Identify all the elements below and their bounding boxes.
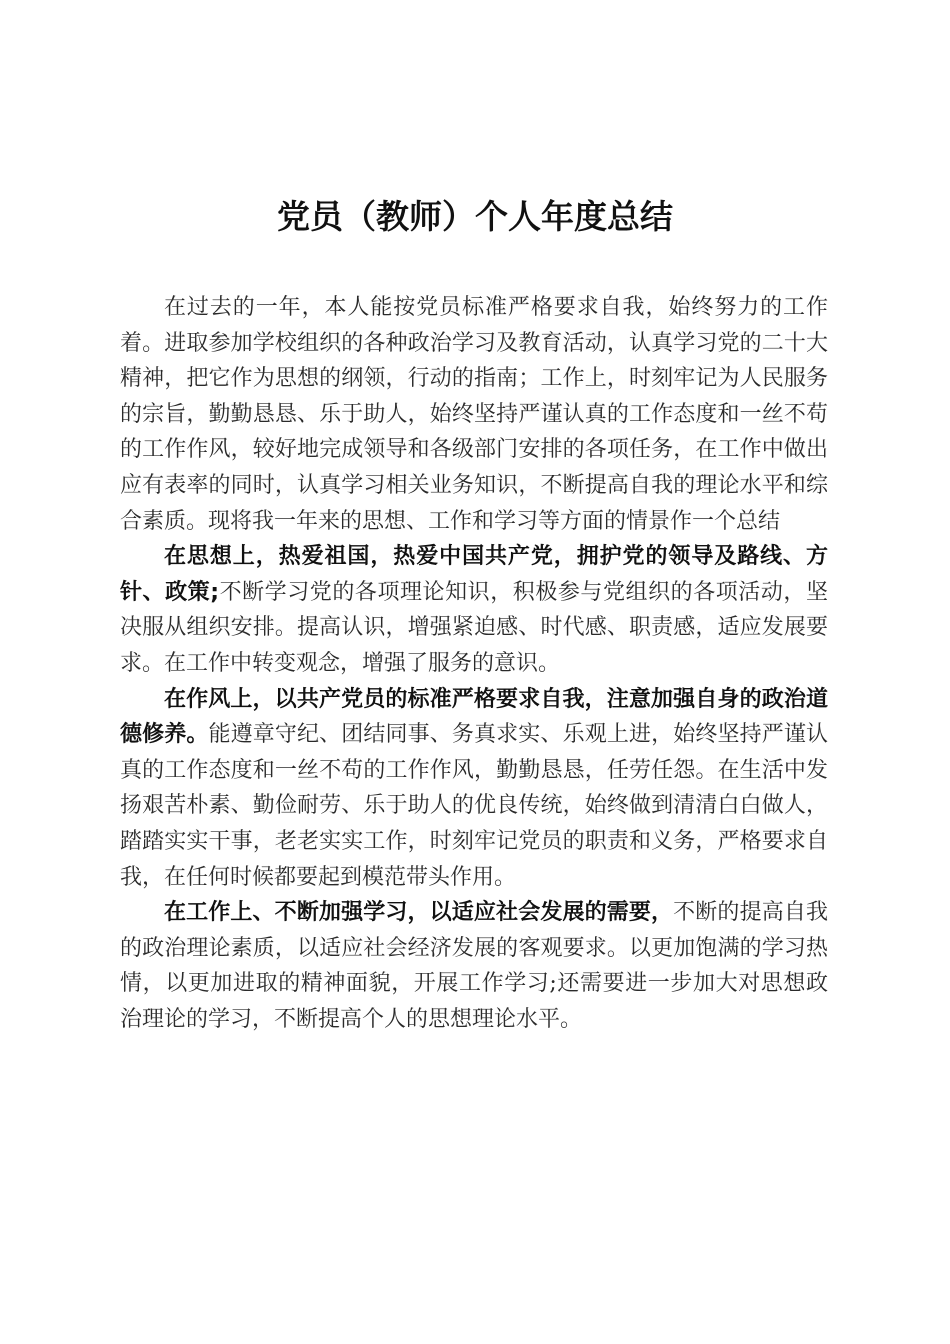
document-body bbox=[120, 290, 828, 1037]
paragraph-lead: 在思想上，热爱祖国，热爱中国共产党，拥护党的领导及路线、方针、政策; bbox=[120, 544, 828, 605]
paragraph-thought bbox=[120, 539, 828, 681]
paragraph-lead: 在作风上，以共产党员的标准严格要求自我，注意加强自身的政治道德修养。 bbox=[120, 686, 828, 748]
paragraph-text: 在过去的一年，本人能按党员标准严格要求自我，始终努力的工作着。进取参加学校组织的各种政治学习及教育活动，认真学习党的二十大精神，把它作为思想的纲领，行动的指南；工作上，时刻牢记为人民服务的宗旨，勤勤恳恳、乐于助人，始终坚持严谨认真的工作态度和一丝不苟的工作作风，较好地完成领导和各级部门安排的各项任务，在工作中做出应有表率的同时，认真学习相关业务知识，不断提高自我的理论水平和综合素质。现将我一年来的思想、工作和学习等方面的情景作一个总结 bbox=[120, 295, 828, 534]
paragraph-lead: 在工作上、不断加强学习，以适应社会发展的需要， bbox=[164, 900, 674, 926]
document-title: 党员（教师）个人年度总结 bbox=[277, 197, 673, 236]
paragraph-work bbox=[120, 895, 828, 1037]
paragraph-text: 不断的提高自我的政治理论素质，以适应社会经济发展的客观要求。以更加饱满的学习热情，以更加进取的精神面貌，开展工作学习;还需要进一步加大对思想政治理论的学习，不断提高个人的思想理论水平。 bbox=[120, 900, 828, 1032]
paragraph-intro bbox=[120, 290, 828, 539]
paragraph-text: 能遵章守纪、团结同事、务真求实、乐观上进，始终坚持严谨认真的工作态度和一丝不苟的工作作风，勤勤恳恳，任劳任怨。在生活中发扬艰苦朴素、勤俭耐劳、乐于助人的优良传统，始终做到清清白白做人，踏踏实实干事，老老实实工作，时刻牢记党员的职责和义务，严格要求自我，在任何时候都要起到模范带头作用。 bbox=[120, 722, 828, 890]
paragraph-style bbox=[120, 682, 828, 896]
paragraph-text: 不断学习党的各项理论知识，积极参与党组织的各项活动，坚决服从组织安排。提高认识，增强紧迫感、时代感、职责感，适应发展要求。在工作中转变观念，增强了服务的意识。 bbox=[120, 579, 828, 676]
